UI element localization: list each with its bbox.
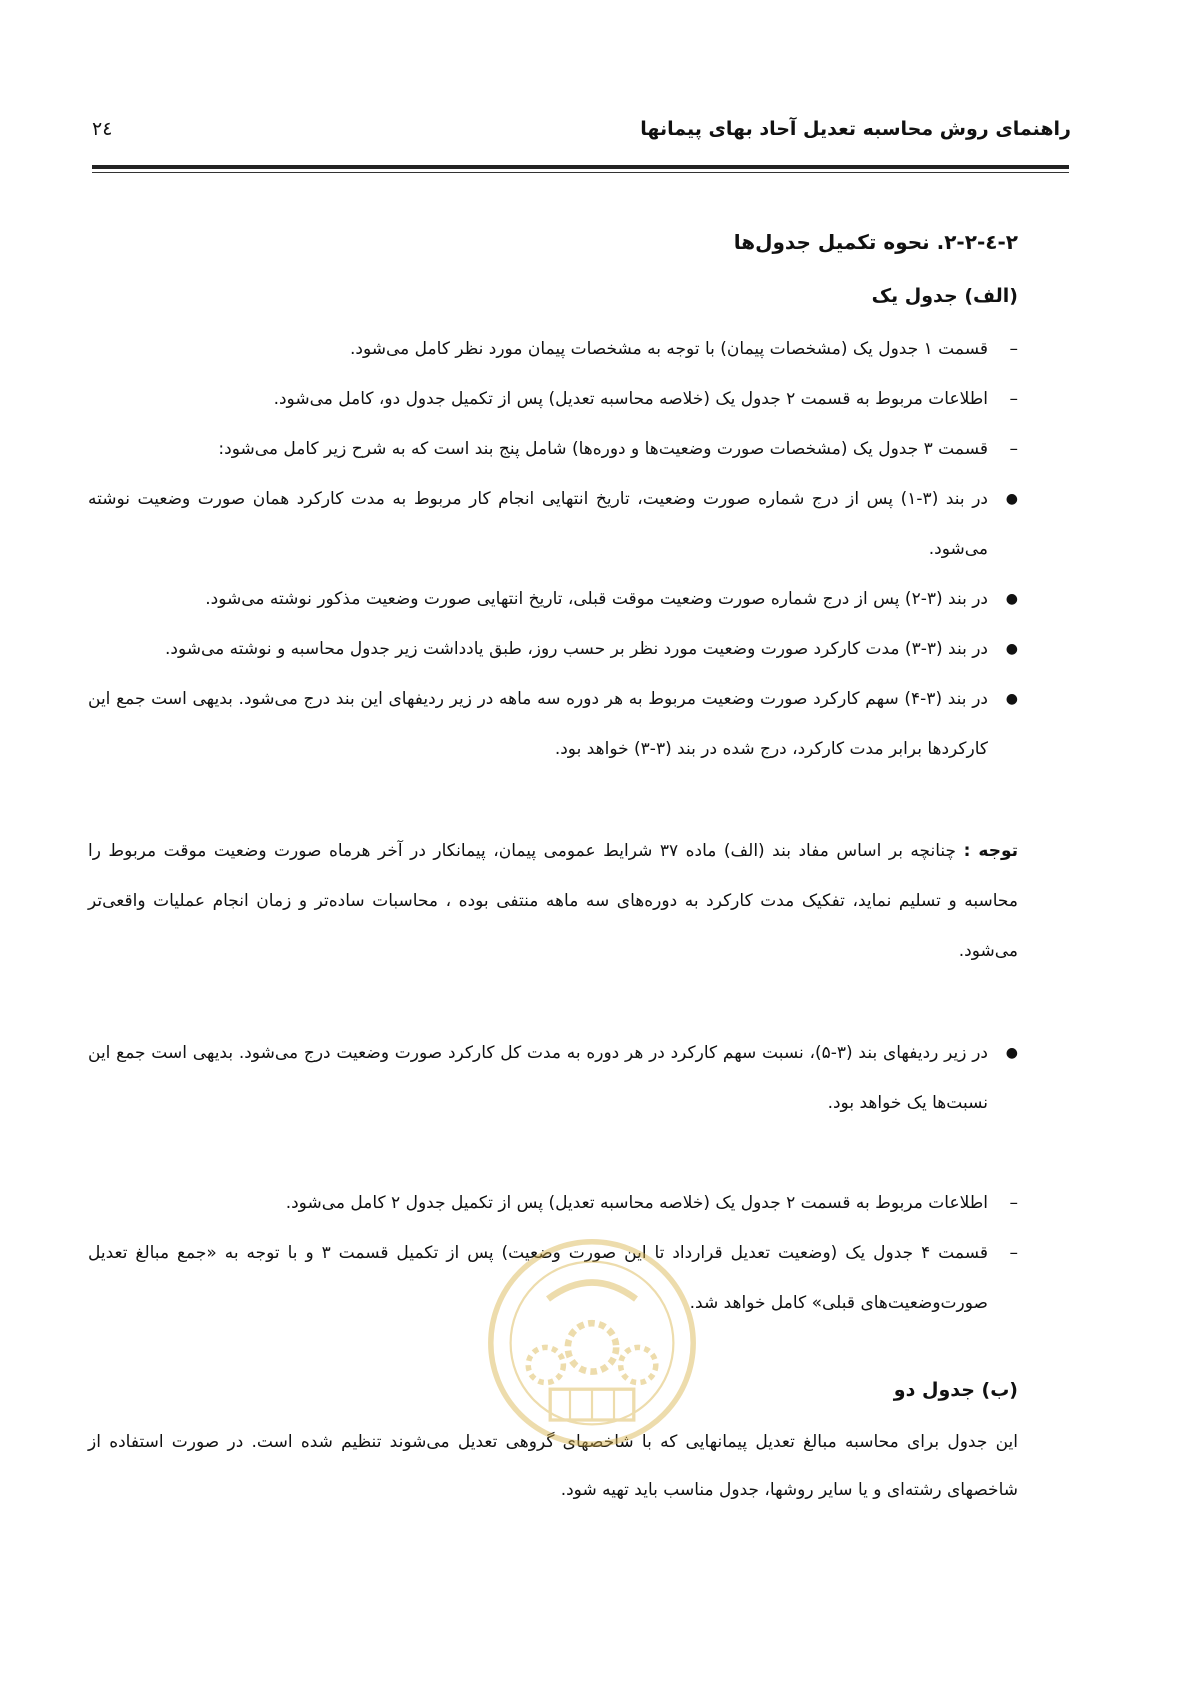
header-rule-thick — [92, 165, 1069, 169]
header-rule-thin — [92, 172, 1069, 173]
dash-marker: – — [1009, 389, 1018, 409]
dash-marker: – — [1009, 1193, 1018, 1213]
bullet-item — [88, 574, 1018, 624]
page-number: ۲٤ — [92, 118, 113, 140]
note-paragraph — [88, 826, 1018, 976]
bullet-marker: ● — [1005, 641, 1018, 657]
list-item-text: قسمت ۴ جدول یک (وضعیت تعدیل قرارداد تا این صورت وضعیت) پس از تکمیل قسمت ۳ و با توجه به «جمع مبالغ تعدیل صورت‌وضعیت‌های قبلی» کامل خواهد شد. — [88, 1243, 988, 1313]
list-item-text: اطلاعات مربوط به قسمت ۲ جدول یک (خلاصه محاسبه تعدیل) پس از تکمیل جدول دو، کامل می‌شود. — [273, 389, 988, 409]
bullet-marker: ● — [1005, 491, 1018, 507]
bullet-item — [88, 624, 1018, 674]
list-item-text: قسمت ۳ جدول یک (مشخصات صورت وضعیت‌ها و دوره‌ها) شامل پنج بند است که به شرح زیر کامل می‌شود: — [218, 439, 988, 459]
bullet-item-text: در بند (۳-۱) پس از درج شماره صورت وضعیت، تاریخ انتهایی انجام کار مربوط به مدت کارکرد همان صورت وضعیت نوشته می‌شود. — [88, 489, 988, 559]
table-one-heading: (الف) جدول یک — [871, 285, 1018, 307]
page-header — [92, 118, 1071, 158]
note-label: توجه : — [963, 841, 1019, 861]
table-two-heading: (ب) جدول دو — [893, 1379, 1018, 1401]
bullet-item-text: در بند (۳-۴) سهم کارکرد صورت وضعیت مربوط به هر دوره سه ماهه در زیر ردیفهای این بند درج می‌شود. بدیهی است جمع این کارکردها برابر مدت کارکرد، درج شده در بند (۳-۳) خواهد بود. — [88, 689, 988, 759]
list-item — [88, 1178, 1018, 1228]
dash-marker: – — [1009, 339, 1018, 359]
list-item-text: قسمت ۱ جدول یک (مشخصات پیمان) با توجه به مشخصات پیمان مورد نظر کامل می‌شود. — [349, 339, 988, 359]
bullet-item — [88, 674, 1018, 774]
list-item — [88, 324, 1018, 374]
bullet-item — [88, 474, 1018, 574]
seal-watermark-icon — [482, 1233, 702, 1453]
bullet-marker: ● — [1005, 591, 1018, 607]
dash-marker: – — [1009, 439, 1018, 459]
bullet-marker: ● — [1005, 691, 1018, 707]
header-title: راهنمای روش محاسبه تعدیل آحاد بهای پیمانها — [640, 118, 1071, 140]
bullet-item-text: در بند (۳-۲) پس از درج شماره صورت وضعیت موقت قبلی، تاریخ انتهایی صورت وضعیت مذکور نوشته می‌شود. — [205, 589, 988, 609]
bullet-item-text: در زیر ردیفهای بند (۳-۵)، نسبت سهم کارکرد در هر دوره به مدت کل کارکرد صورت وضعیت درج می‌شود. بدیهی است جمع این نسبت‌ها یک خواهد بود. — [88, 1043, 988, 1113]
bullet-marker: ● — [1005, 1045, 1018, 1061]
list-item — [88, 374, 1018, 424]
note-text: چنانچه بر اساس مفاد بند (الف) ماده ۳۷ شرایط عمومی پیمان، پیمانکار در آخر هرماه صورت وضعیت موقت مربوط را محاسبه و تسلیم نماید، تفکیک مدت کارکرد به دوره‌های سه ماهه منتفی بوده ، محاسبات ساده‌تر و زمان انجام عملیات واقعی‌تر می‌شود. — [88, 841, 1018, 961]
section-heading: ۲-٤-۲-۲. نحوه تکمیل جدول‌ها — [733, 230, 1018, 254]
table-two-paragraph: این جدول برای محاسبه مبالغ تعدیل پیمانهایی که با شاخصهای گروهی تعدیل می‌شوند تنظیم شده است. در صورت استفاده از شاخصهای رشته‌ای و یا سایر روشها، جدول مناسب باید تهیه شود. — [88, 1432, 1018, 1500]
bullet-item — [88, 1028, 1018, 1128]
list-item — [88, 424, 1018, 474]
bullet-item-text: در بند (۳-۳) مدت کارکرد صورت وضعیت مورد نظر بر حسب روز، طبق یادداشت زیر جدول محاسبه و نوشته می‌شود. — [164, 639, 988, 659]
list-item-text: اطلاعات مربوط به قسمت ۲ جدول یک (خلاصه محاسبه تعدیل) پس از تکمیل جدول ۲ کامل می‌شود. — [285, 1193, 988, 1213]
dash-marker: – — [1009, 1243, 1018, 1263]
